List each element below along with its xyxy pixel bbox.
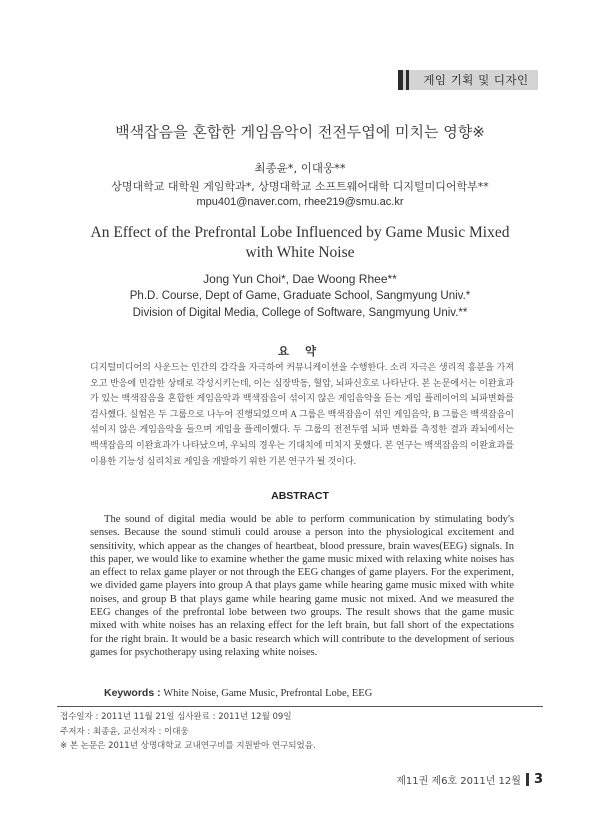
page-footer-bar [526,773,529,786]
title-english-line-1: An Effect of the Prefrontal Lobe Influenced by Game Music Mixed [90,224,510,241]
footnote-authors: 주저자 : 최종윤, 교신저자 : 이대웅 [60,727,189,737]
abstract-korean: 디지털미디어의 사운드는 인간의 감각을 자극하여 커뮤니케이션을 수행한다. 소리 자극은 생리적 흥분을 가져오고 반응에 민감한 상태로 각성시키는데, 이는 심장박동, 혈압, 뇌파신호로 나타난다. 본 논문에서는 이완효과가 있는 백색잡음을 혼합한 게임음악과 백색잡음이 섞이지 않은 게임음악을 듣는 게임 플레이어의 뇌파변화를 검사했다. 실험은 두 그룹으로 나누어 진행되었으며 A 그룹은 백색잡음이 섞인 게임음악, B 그룹은 백색잡음이 섞이지 않은 게임음악을 들으며 게임을 플레이했다. 두 그룹의 전전두엽 뇌파 변화를 측정한 결과 좌뇌에서는 백색잡음의 이완효과가 나타났으며, 우뇌의 경우는 기대치에 미치지 못했다. 본 연구는 백색잡음의 이완효과를 이용한 기능성 심리치료 게임을 개발하기 위한 기본 연구가 될 것이다. [90,362,514,466]
keywords [104,687,372,699]
section-tag-bar [406,70,409,90]
authors-korean: 최종윤*, 이대웅** [254,161,346,175]
abstract-heading: ABSTRACT [271,490,329,502]
page-number: 3 [533,772,543,787]
title-english-line-2: with White Noise [245,244,355,261]
title-english [40,223,560,263]
abstract-english [90,513,514,659]
issue-info: 제11권 제6호 2011년 12월 [396,776,521,787]
affiliation-english-1: Ph.D. Course, Dept of Game, Graduate School, Sangmyung Univ.* [129,290,471,302]
keywords-label: Keywords : [104,687,161,699]
title-korean: 백색잡음을 혼합한 게임음악이 전전두엽에 미치는 영향※ [115,123,485,141]
affiliation-korean: 상명대학교 대학원 게임학과*, 상명대학교 소프트웨어대학 디지털미디어학부** [111,180,489,193]
section-tag-label: 게임 기획 및 디자인 [423,73,529,87]
footnote-dates: 접수일자 : 2011년 11월 21일 심사완료 : 2011년 12월 09일 [60,712,292,722]
page-footer [396,772,543,787]
footnote-divider [57,706,543,707]
summary-heading: 요 약 [277,344,323,358]
author-emails: mpu401@naver.com, rhee219@smu.ac.kr [196,196,404,208]
footnote-funding: ※ 본 논문은 2011년 상명대학교 교내연구비를 지원받아 연구되었음. [60,741,316,751]
abstract-english-text: The sound of digital media would be able to perform communication by stimulating body's senses. Because the sound stimuli could arouse a person into the physiological excitement and sensitivity, which appear as the changes of heartbeat, blood pressure, brain waves(EEG) signals. In this paper, we would like to examine whether the game music mixed with relaxing white noises has an effect to relax game player or not through the EEG changes of game players. For the experiment, we divided game players into group A that plays game while hearing game music mixed with white noises, and group B that plays game while hearing game music not mixed. And we measured the EEG changes of the prefrontal lobe between two groups. The result shows that the game music mixed with white noises has an relaxing effect for the left brain, but fall short of the expectations for the right brain. It would be a basic research which will contribute to the development of serious games for psychotherapy using relaxing white noises. [90,514,514,658]
authors-english: Jong Yun Choi*, Dae Woong Rhee** [203,272,397,286]
section-tag [398,70,538,90]
keywords-values: White Noise, Game Music, Prefrontal Lobe, EEG [163,688,373,699]
affiliation-english-2: Division of Digital Media, College of Software, Sangmyung Univ.** [132,307,468,319]
section-tag-bar [398,70,403,90]
